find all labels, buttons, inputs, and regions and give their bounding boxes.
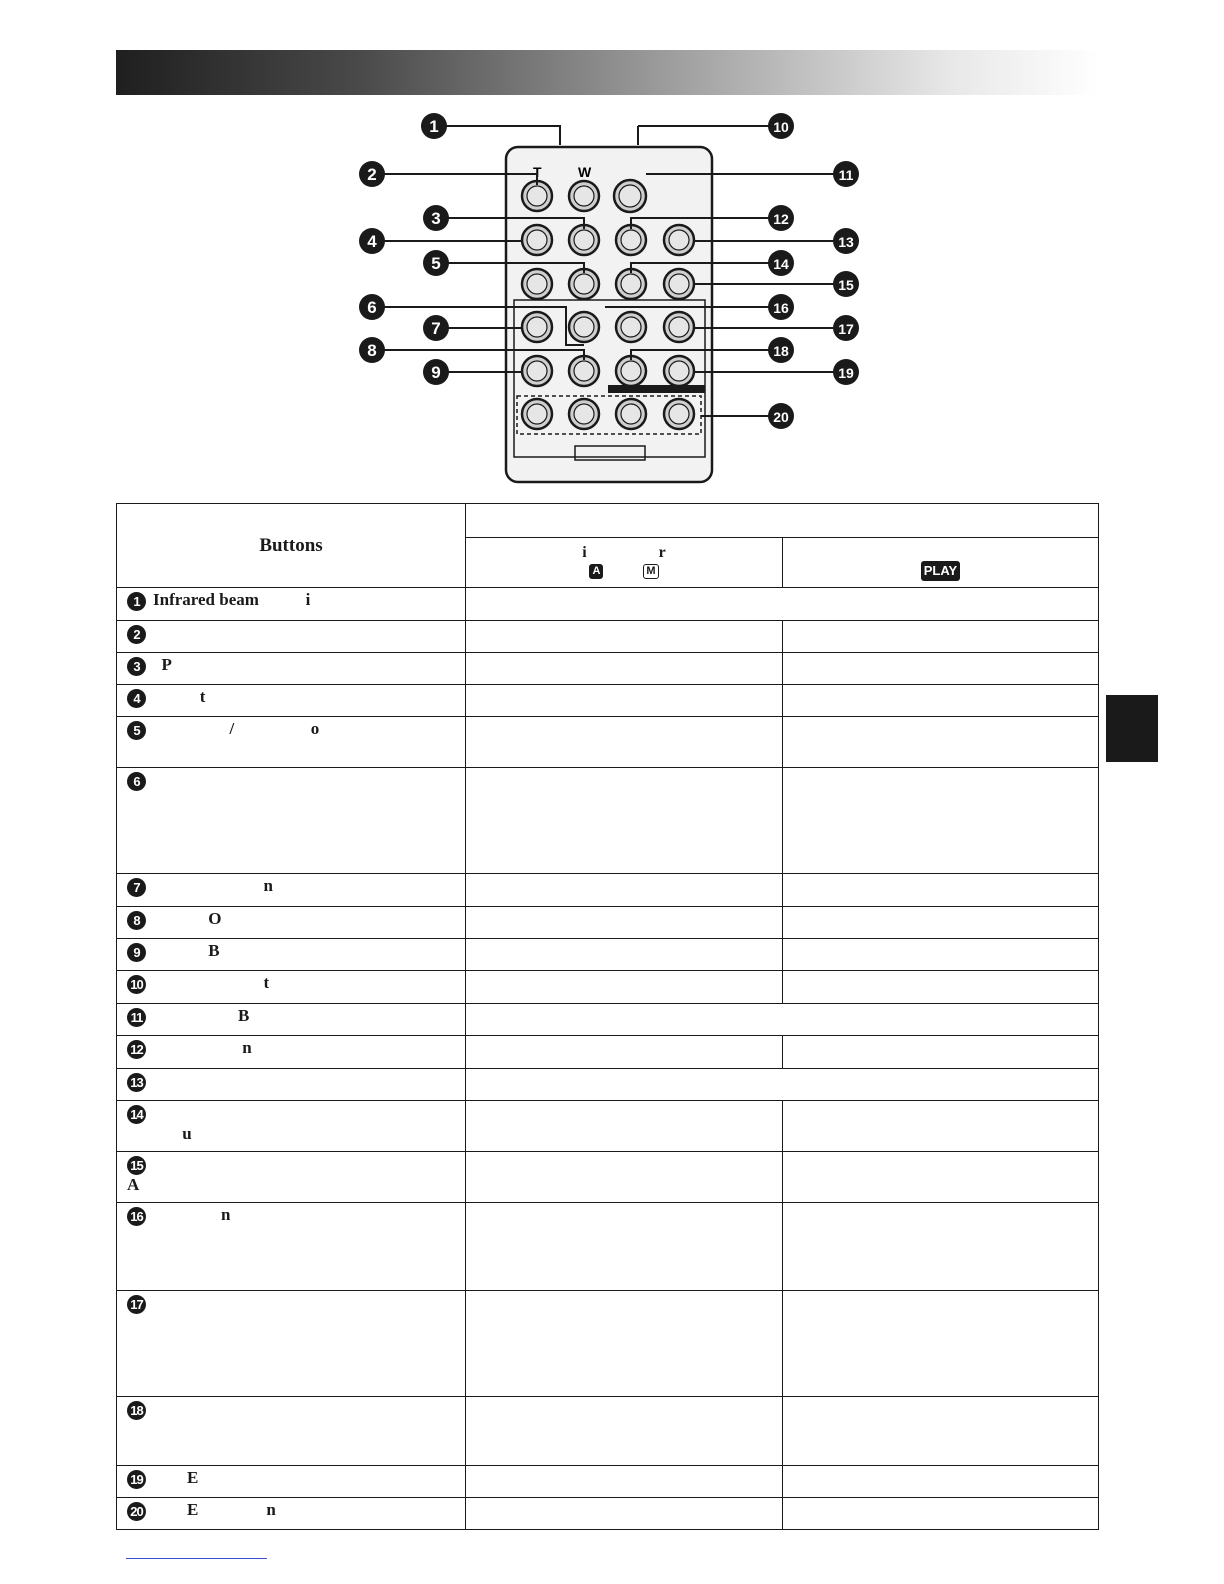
button-name-cell [117, 874, 466, 907]
table-row [117, 621, 1099, 653]
button-name-cell [117, 1069, 466, 1101]
record-function-cell [466, 874, 783, 907]
button-name-label: n [153, 876, 273, 895]
record-mode-header: i r A M [466, 538, 783, 588]
table-row [117, 1498, 1099, 1530]
button-name-label: t [153, 687, 206, 706]
callout-line [434, 126, 560, 145]
callout-number: 5 [431, 254, 441, 273]
button-name-label: E n [153, 1500, 276, 1519]
remote-dark-band [608, 385, 705, 393]
callout-number: 1 [429, 117, 439, 136]
callout-number: 2 [367, 165, 377, 184]
button-name-cell [117, 653, 466, 685]
play-function-cell [783, 717, 1099, 768]
row-number-badge: 5 [127, 721, 146, 740]
row-number-badge: 18 [127, 1401, 146, 1420]
table-row [117, 907, 1099, 939]
record-function-cell [466, 1203, 783, 1291]
callout-number: 12 [773, 211, 789, 227]
play-function-cell [783, 653, 1099, 685]
remote-button-face [669, 274, 689, 294]
button-name-cell [117, 1466, 466, 1498]
remote-button-face [669, 404, 689, 424]
button-name-label: / o [153, 719, 320, 738]
button-name-label: P [153, 655, 172, 674]
record-function-cell [466, 653, 783, 685]
record-function-cell [466, 1498, 783, 1530]
row-number-badge: 4 [127, 689, 146, 708]
play-mode-header [783, 538, 1099, 588]
record-function-cell [466, 1152, 783, 1203]
button-name-cell [117, 939, 466, 971]
button-name-cell [117, 971, 466, 1004]
row-number-badge: 9 [127, 943, 146, 962]
row-number-badge: 13 [127, 1073, 146, 1092]
button-name-label-line2: A [127, 1174, 140, 1194]
button-name-label: n [153, 1038, 252, 1057]
play-function-cell [783, 1101, 1099, 1152]
record-function-cell [466, 1397, 783, 1466]
record-function-cell [466, 907, 783, 939]
remote-button-face [669, 361, 689, 381]
button-name-cell [117, 1152, 466, 1203]
button-name-label: t [153, 973, 270, 992]
table-row [117, 1203, 1099, 1291]
button-name-label: B [153, 1006, 250, 1025]
button-name-cell [117, 685, 466, 717]
table-row [117, 1036, 1099, 1069]
row-number-badge: 12 [127, 1040, 146, 1059]
table-row [117, 939, 1099, 971]
play-function-cell [783, 768, 1099, 874]
callout-number: 3 [431, 209, 441, 228]
row-number-badge: 8 [127, 911, 146, 930]
remote-button-face [574, 186, 594, 206]
play-mode-icon: PLAY [921, 561, 960, 581]
row-number-badge: 3 [127, 657, 146, 676]
button-name-cell [117, 717, 466, 768]
function-cell [466, 1004, 1099, 1036]
row-number-badge: 11 [127, 1008, 146, 1027]
remote-button-face [621, 274, 641, 294]
table-row [117, 1466, 1099, 1498]
table-row [117, 653, 1099, 685]
record-function-cell [466, 971, 783, 1004]
row-number-badge: 1 [127, 592, 146, 611]
section-header-bar [116, 50, 1100, 95]
callout-number: 17 [838, 321, 854, 337]
table-row [117, 971, 1099, 1004]
function-cell [466, 1069, 1099, 1101]
play-function-cell [783, 939, 1099, 971]
remote-button-face [527, 361, 547, 381]
row-number-badge: 6 [127, 772, 146, 791]
record-function-cell [466, 685, 783, 717]
play-function-cell [783, 1291, 1099, 1397]
remote-button-face [574, 361, 594, 381]
remote-button-face [527, 230, 547, 250]
button-name-cell [117, 1101, 466, 1152]
remote-button-face [621, 317, 641, 337]
row-number-badge: 17 [127, 1295, 146, 1314]
button-name-cell [117, 1397, 466, 1466]
row-number-badge: 15 [127, 1156, 146, 1175]
operations-table-body [117, 588, 1099, 1530]
record-function-cell [466, 1466, 783, 1498]
callout-number: 20 [773, 409, 789, 425]
button-name-cell [117, 907, 466, 939]
button-name-label: B [153, 941, 220, 960]
callout-number: 7 [431, 319, 441, 338]
function-header [466, 504, 1099, 538]
play-function-cell [783, 1036, 1099, 1069]
button-name-cell [117, 1498, 466, 1530]
play-function-cell [783, 621, 1099, 653]
remote-button-face [621, 404, 641, 424]
button-name-label: E [153, 1468, 199, 1487]
zoom-w-label: W [578, 164, 592, 180]
callout-line [638, 126, 770, 145]
remote-button-face [527, 404, 547, 424]
callout-number: 8 [367, 341, 377, 360]
play-function-cell [783, 685, 1099, 717]
table-row [117, 874, 1099, 907]
record-function-cell [466, 1291, 783, 1397]
play-function-cell [783, 1203, 1099, 1291]
record-function-cell [466, 1036, 783, 1069]
remote-control-diagram [350, 105, 870, 490]
table-row [117, 1101, 1099, 1152]
play-function-cell [783, 1498, 1099, 1530]
row-number-badge: 20 [127, 1502, 146, 1521]
manual-mode-icon: M [643, 564, 658, 579]
table-row [117, 588, 1099, 621]
remote-button-face [669, 317, 689, 337]
button-name-cell [117, 1291, 466, 1397]
row-number-badge: 7 [127, 878, 146, 897]
callout-number: 16 [773, 300, 789, 316]
play-function-cell [783, 1152, 1099, 1203]
row-number-badge: 19 [127, 1470, 146, 1489]
button-name-label: n [153, 1205, 231, 1224]
remote-button-face [574, 317, 594, 337]
zoom-t-label: T [533, 164, 542, 180]
row-number-badge: 16 [127, 1207, 146, 1226]
remote-button-face [621, 361, 641, 381]
button-name-cell [117, 1004, 466, 1036]
play-function-cell [783, 874, 1099, 907]
button-name-cell [117, 768, 466, 874]
row-number-badge: 14 [127, 1105, 146, 1124]
record-function-cell [466, 768, 783, 874]
function-cell [466, 588, 1099, 621]
callout-number: 11 [838, 167, 854, 183]
remote-button-face [574, 274, 594, 294]
page-side-tab [1106, 695, 1158, 762]
play-function-cell [783, 1466, 1099, 1498]
callout-number: 18 [773, 343, 789, 359]
callout-number: 14 [773, 256, 789, 272]
table-row [117, 1069, 1099, 1101]
table-row [117, 717, 1099, 768]
button-name-label: O [153, 909, 222, 928]
callout-number: 13 [838, 234, 854, 250]
table-row [117, 1397, 1099, 1466]
callout-number: 15 [838, 277, 854, 293]
remote-button-face [574, 230, 594, 250]
callout-number: 10 [773, 119, 789, 135]
row-number-badge: 2 [127, 625, 146, 644]
record-function-cell [466, 939, 783, 971]
button-name-cell [117, 1036, 466, 1069]
remote-button-face [621, 230, 641, 250]
table-row [117, 768, 1099, 874]
remote-button-face [574, 404, 594, 424]
button-name-cell [117, 1203, 466, 1291]
remote-button-face [527, 274, 547, 294]
play-function-cell [783, 971, 1099, 1004]
button-name-cell [117, 588, 466, 621]
buttons-column-header: Buttons [117, 504, 466, 588]
table-row [117, 1004, 1099, 1036]
record-function-cell [466, 717, 783, 768]
row-number-badge: 10 [127, 975, 146, 994]
remote-button-face [527, 186, 547, 206]
remote-button-face [527, 317, 547, 337]
auto-mode-icon: A [589, 564, 603, 579]
button-name-label: Infrared beam i [153, 590, 311, 609]
callout-number: 9 [431, 363, 441, 382]
play-function-cell [783, 1397, 1099, 1466]
table-row [117, 685, 1099, 717]
button-name-cell [117, 621, 466, 653]
operations-table [116, 503, 1099, 1530]
play-function-cell [783, 907, 1099, 939]
remote-button-face [619, 185, 641, 207]
table-row [117, 1152, 1099, 1203]
callout-number: 6 [367, 298, 377, 317]
table-row [117, 1291, 1099, 1397]
callout-number: 19 [838, 365, 854, 381]
record-function-cell [466, 1101, 783, 1152]
record-function-cell [466, 621, 783, 653]
callout-number: 4 [367, 232, 377, 251]
button-name-label-line2: u [127, 1123, 192, 1143]
footer-link-underline [126, 1558, 267, 1559]
remote-button-face [669, 230, 689, 250]
